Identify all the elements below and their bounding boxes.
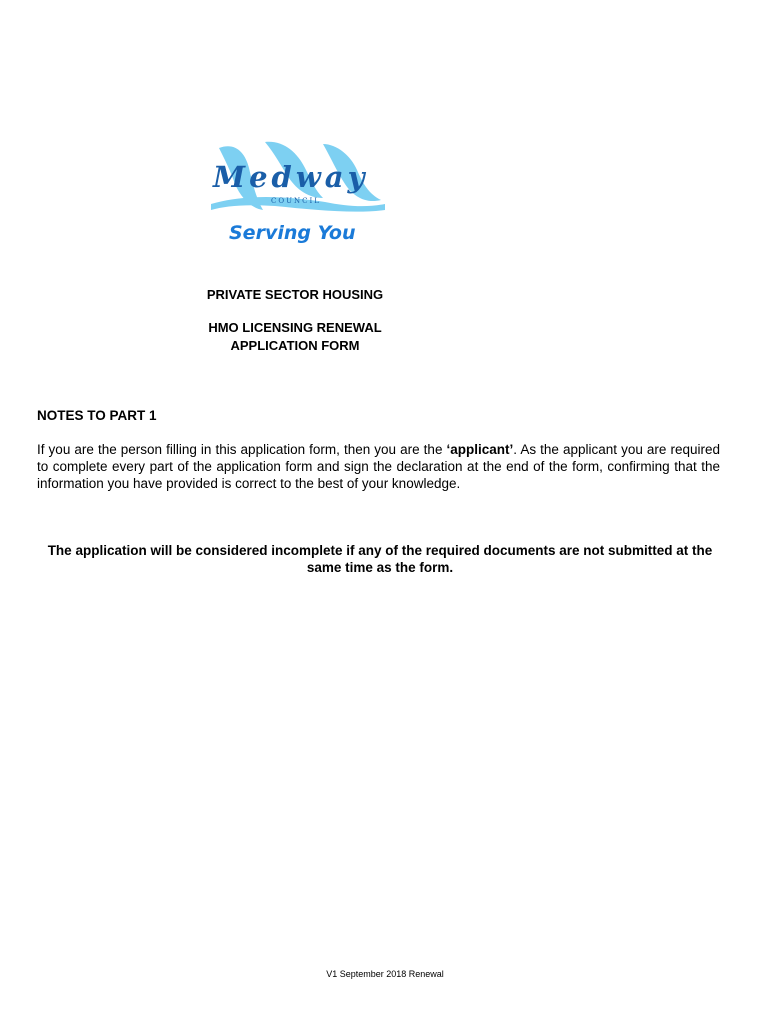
form-title-line1: HMO LICENSING RENEWAL — [208, 320, 382, 335]
applicant-term: ‘applicant’ — [446, 442, 514, 457]
notes-text-post: . As the applicant you are required to complete every part of the application form and sign the declaration at the end of the form, confirming that the information you have provided is correct to the best of your knowledge. — [37, 442, 720, 491]
logo-tagline: Serving You — [229, 222, 356, 244]
form-title-line2: APPLICATION FORM — [230, 338, 360, 353]
incomplete-warning: The application will be considered incomplete if any of the required documents are not submitted at the same time as the form. — [47, 543, 713, 575]
notes-text-pre: If you are the person filling in this application form, then you are the — [37, 442, 447, 457]
medway-council-logo — [205, 138, 390, 250]
logo-council-text: COUNCIL — [271, 197, 321, 205]
notes-paragraph — [37, 441, 720, 492]
section-heading: PRIVATE SECTOR HOUSING — [206, 287, 384, 302]
notes-title: NOTES TO PART 1 — [37, 408, 157, 423]
footer-version: V1 September 2018 Renewal — [326, 969, 444, 979]
logo-wordmark: Medway — [213, 160, 369, 194]
